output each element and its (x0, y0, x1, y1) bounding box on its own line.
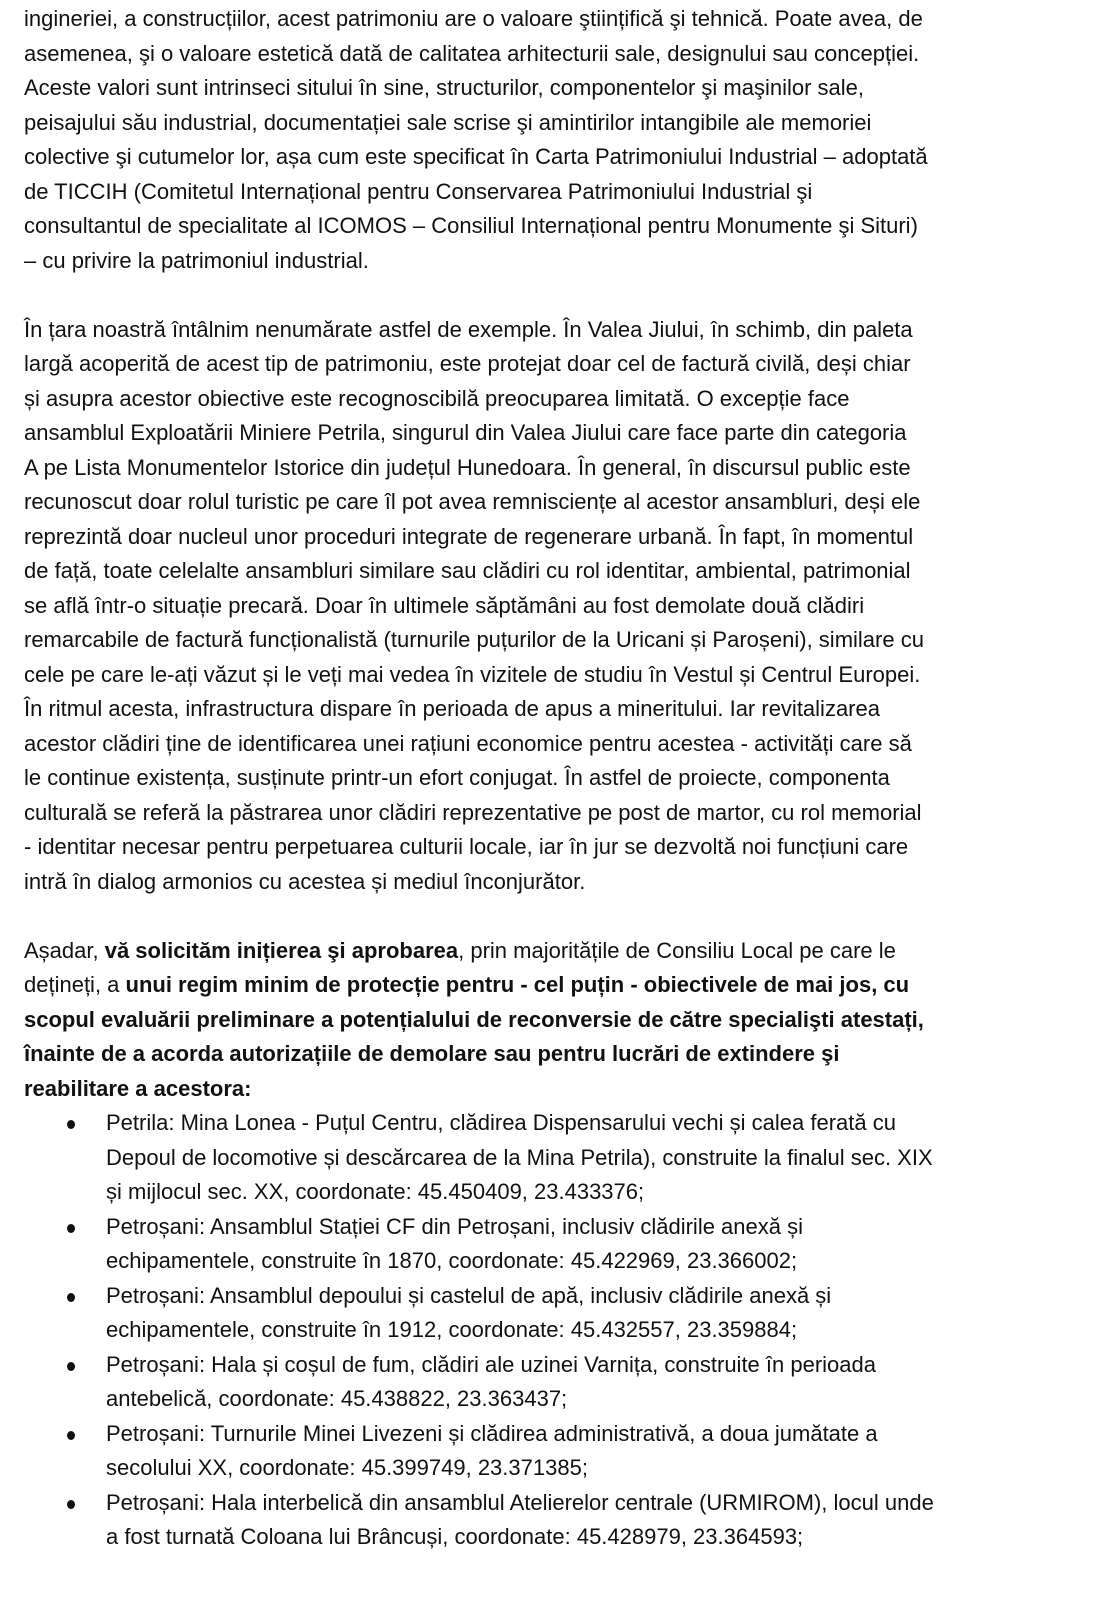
paragraph-heritage-values (24, 2, 1120, 278)
bold-text-run: reabilitare a acestora: (24, 1075, 252, 1101)
text-line: consultantul de specialitate al ICOMOS – Consiliul Internațional pentru Monumente şi Situri) (24, 213, 918, 238)
text-run: dețineți, a (24, 972, 126, 997)
text-line: Petroșani: Turnurile Minei Livezeni și clădirea administrativă, a doua jumătate a (106, 1420, 878, 1446)
text-line: și asupra acestor obiective este recognoscibilă preocuparea limitată. O excepție face (24, 385, 850, 411)
paragraph-request (24, 934, 1120, 1107)
bold-text-run: vă solicităm inițierea şi aprobarea (104, 937, 459, 963)
text-line: secolului XX, coordonate: 45.399749, 23.371385; (106, 1455, 588, 1480)
bullet-icon (67, 1431, 75, 1440)
text-line: le continue existența, susținute printr-un efort conjugat. În astfel de proiecte, componenta (24, 765, 890, 790)
text-line: recunoscut doar rolul turistic pe care îl pot avea remnisciențe al acestor ansambluri, deși ele (24, 489, 921, 514)
text-line: Petroșani: Ansamblul Stației CF din Petroșani, inclusiv clădirile anexă și (106, 1213, 803, 1239)
text-line: - identitar necesar pentru perpetuarea culturii locale, iar în jur se dezvoltă noi funcțiuni care (24, 834, 909, 859)
bullet-icon (67, 1500, 75, 1509)
text-run: , prin majoritățile de Consiliu Local pe care le (458, 937, 896, 963)
bullet-icon (67, 1362, 75, 1371)
text-line: culturală se referă la păstrarea unor clădiri reprezentative pe post de martor, cu rol memorial (24, 799, 922, 825)
text-line: de față, toate celelalte ansambluri similare sau clădiri cu rol identitar, ambiental, patrimonial (24, 558, 911, 583)
text-line (24, 1037, 1120, 1072)
text-line: acestor clădiri ține de identificarea unei rațiuni economice pentru acestea - activități care să (24, 730, 912, 756)
bullet-icon (67, 1120, 75, 1129)
text-line: Petrila: Mina Lonea - Puțul Centru, clădirea Dispensarului vechi și calea ferată cu (106, 1110, 896, 1135)
paragraph-spacer (24, 278, 1120, 313)
text-line: se află într-o situație precară. Doar în ultimele săptămâni au fost demolate două clădiri (24, 592, 865, 618)
text-line: echipamentele, construite în 1912, coordonate: 45.432557, 23.359884; (106, 1317, 798, 1342)
text-line: În țara noastră întâlnim nenumărate astfel de exemple. În Valea Jiului, în schimb, din paleta (24, 316, 913, 342)
objectives-list (24, 1106, 1120, 1555)
list-item (24, 1348, 1120, 1417)
text-line (24, 934, 1120, 969)
bold-text-run: unui regim minim de protecție pentru - cel puțin - obiectivele de mai jos, cu (125, 972, 910, 997)
text-line: colective şi cutumelor lor, așa cum este specificat în Carta Patrimoniului Industrial – adoptată (24, 144, 928, 169)
text-line (24, 1072, 1120, 1107)
text-line: – cu privire la patrimoniul industrial. (24, 247, 369, 273)
list-item (24, 1279, 1120, 1348)
text-line (24, 1003, 1120, 1038)
text-line: Depoul de locomotive și descărcarea de la Mina Petrila), construite la finalul sec. XIX (106, 1144, 933, 1170)
text-line: echipamentele, construite în 1870, coordonate: 45.422969, 23.366002; (106, 1248, 798, 1273)
paragraph-spacer (24, 899, 1120, 934)
text-line: intră în dialog armonios cu acestea și mediul înconjurător. (24, 868, 586, 894)
text-line: cele pe care le-ați văzut și le veți mai vedea în vizitele de studiu în Vestul și Centrul Europei. (24, 661, 921, 687)
text-line: a fost turnată Coloana lui Brâncuși, coordonate: 45.428979, 23.364593; (106, 1524, 804, 1549)
text-line: de TICCIH (Comitetul Internațional pentru Conservarea Patrimoniului Industrial şi (24, 178, 813, 204)
text-line: peisajului său industrial, documentației sale scrise şi amintirilor intangibile ale memoriei (24, 109, 872, 135)
text-line: A pe Lista Monumentelor Istorice din județul Hunedoara. În general, în discursul public este (24, 454, 911, 480)
text-line: reprezintă doar nucleul unor proceduri integrate de regenerare urbană. În fapt, în momentul (24, 523, 914, 549)
bold-text-run: înainte de a acorda autorizațiile de demolare sau pentru lucrări de extindere şi (24, 1041, 840, 1066)
text-line: antebelică, coordonate: 45.438822, 23.363437; (106, 1386, 568, 1411)
text-line: largă acoperită de acest tip de patrimoniu, este protejat doar cel de factură civilă, deși chiar (24, 351, 911, 376)
bullet-icon (67, 1293, 75, 1302)
text-line (24, 968, 1120, 1003)
text-line: remarcabile de factură funcționalistă (turnurile puțurilor de la Uricani și Paroșeni), similare cu (24, 627, 924, 652)
list-item (24, 1486, 1120, 1555)
text-line: Petroșani: Hala interbelică din ansamblul Atelierelor centrale (URMIROM), locul unde (106, 1489, 934, 1515)
bold-text-run: scopul evaluării preliminare a potențialului de reconversie de către specialişti atestați, (24, 1006, 924, 1032)
text-run: Așadar, (24, 937, 105, 963)
text-line: În ritmul acesta, infrastructura dispare în perioada de apus a mineritului. Iar revitalizarea (24, 696, 880, 721)
text-line: și mijlocul sec. XX, coordonate: 45.450409, 23.433376; (106, 1179, 645, 1204)
text-line: Petroșani: Ansamblul depoului și castelul de apă, inclusiv clădirile anexă și (106, 1282, 832, 1308)
text-line: ansamblul Exploatării Miniere Petrila, singurul din Valea Jiului care face parte din categoria (24, 420, 907, 445)
bullet-icon (67, 1224, 75, 1233)
text-line: ingineriei, a construcțiilor, acest patrimoniu are o valoare ştiințifică şi tehnică. Poate avea, de (24, 6, 923, 31)
text-line: asemenea, şi o valoare estetică dată de calitatea arhitecturii sale, designului sau concepției. (24, 40, 920, 66)
text-line: Aceste valori sunt intrinseci sitului în sine, structurilor, componentelor şi maşinilor sale, (24, 75, 865, 100)
list-item (24, 1106, 1120, 1210)
text-line: Petroșani: Hala și coșul de fum, clădiri ale uzinei Varnița, construite în perioada (106, 1351, 876, 1377)
paragraph-valea-jiului (24, 313, 1120, 900)
list-item (24, 1417, 1120, 1486)
list-item (24, 1210, 1120, 1279)
